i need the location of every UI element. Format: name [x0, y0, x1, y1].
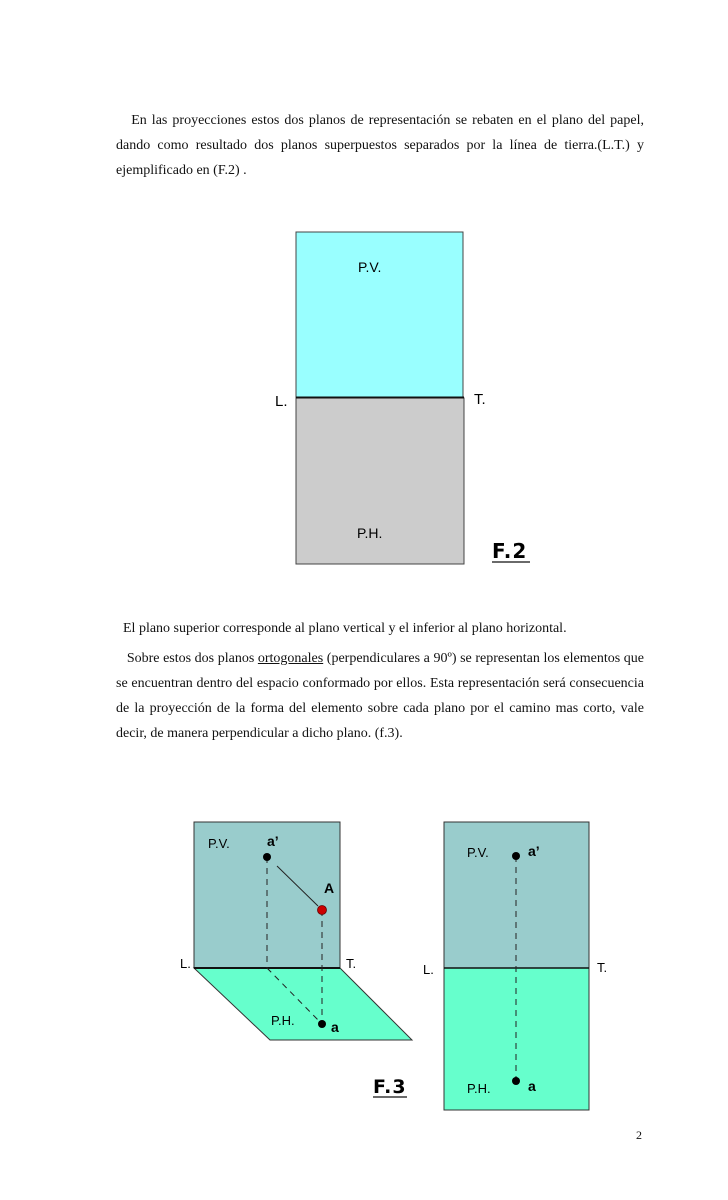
f3l-t-label: T.	[346, 956, 357, 971]
f3l-pv-label: P.V.	[208, 836, 230, 851]
f3r-pv-label: P.V.	[467, 845, 489, 860]
f3l-point-A	[318, 906, 327, 915]
f3r-a-prime-label: a’	[528, 843, 540, 859]
figure-2	[275, 232, 530, 564]
paragraph-intro-text: En las proyecciones estos dos planos de representación se rebaten en el plano del papel, dando como resultado dos planos superpuestos separados por la línea de tierra.(L.T.) y ejemplificado en (F.2) .	[116, 113, 645, 178]
paragraph-planes-text: El plano superior corresponde al plano vertical y el inferior al plano horizontal.	[123, 621, 567, 636]
paragraph-orthogonal-before: Sobre estos dos planos	[126, 651, 258, 666]
page-number: 2	[636, 1128, 642, 1142]
f3r-point-a-prime	[512, 852, 520, 860]
f3l-point-a	[318, 1020, 326, 1028]
f2-l-label: L.	[275, 393, 288, 410]
f3r-t-label: T.	[597, 960, 608, 975]
f3l-point-a-prime	[263, 853, 271, 861]
f3l-a-prime-label: a’	[267, 833, 279, 849]
f3r-a-label: a	[528, 1078, 536, 1094]
f3r-ph-label: P.H.	[467, 1081, 491, 1096]
f3l-A-label: A	[324, 880, 335, 896]
f3l-l-label: L.	[180, 956, 191, 971]
f2-ph-label: P.H.	[357, 525, 383, 541]
f3l-ph-label: P.H.	[271, 1013, 295, 1028]
f3l-horizontal-plane	[194, 968, 412, 1040]
f3r-point-a	[512, 1077, 520, 1085]
figure-3-right	[423, 822, 607, 1110]
f2-figure-label: F.2	[492, 539, 528, 563]
f3l-a-label: a	[331, 1019, 339, 1035]
f3-figure-label: F.3	[373, 1076, 407, 1098]
f2-vertical-plane	[296, 232, 463, 397]
f2-pv-label: P.V.	[358, 259, 382, 275]
underlined-term-ortogonales: ortogonales	[257, 651, 324, 666]
f2-t-label: T.	[474, 391, 486, 408]
figure-3-left	[180, 822, 412, 1040]
paragraph-orthogonal-after: (perpendiculares a 90º) se representan los elementos que se encuentran dentro del espacio conformado por ellos. Esta representación será consecuencia de la proyección de la forma del elemento sobre cada plano por el camino mas corto, vale decir, de manera perpendicular a dicho plano. (f.3).	[116, 651, 644, 741]
f3r-l-label: L.	[423, 962, 434, 977]
